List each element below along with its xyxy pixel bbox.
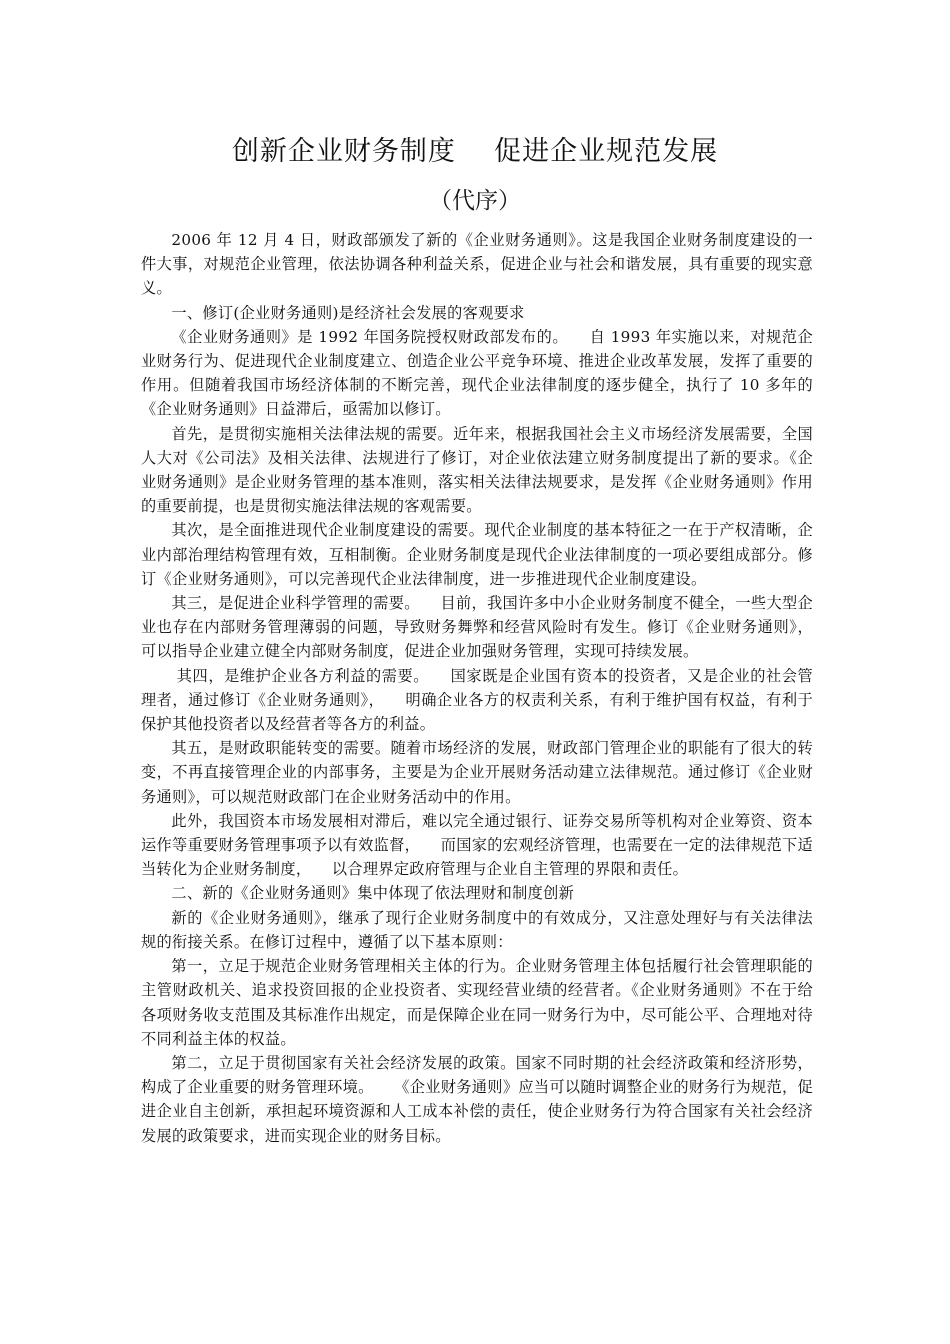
paragraph-second: 其次，是全面推进现代企业制度建设的需要。现代企业制度的基本特征之一在于产权清晰，企业内部治理结构管理有效，互相制衡。企业财务制度是现代企业法律制度的一项必要组成部分。修订《企业财务通则》，可以完善现代企业法律制度，进一步推进现代企业制度建设。 bbox=[141, 521, 813, 588]
section-heading-1: 一、修订(企业财务通则)是经济社会发展的客观要求 bbox=[171, 303, 525, 322]
paragraph-intro: 2006 年 12 月 4 日，财政部颁发了新的《企业财务通则》。这是我国企业财务制度建设的一件大事，对规范企业管理，依法协调各种利益关系，促进企业与社会和谐发展，具有重要的现实意义。 bbox=[141, 231, 813, 298]
paragraph-third: 其三，是促进企业科学管理的需要。 目前，我国许多中小企业财务制度不健全，一些大型企业也存在内部财务管理薄弱的问题，导致财务舞弊和经营风险时有发生。修订《企业财务通则》，可以指导企业建立健全内部财务制度，促进企业加强财务管理，实现可持续发展。 bbox=[141, 594, 813, 661]
section-heading-2: 二、新的《企业财务通则》集中体现了依法理财和制度创新 bbox=[171, 884, 575, 903]
document-subtitle: （代序） bbox=[429, 188, 521, 214]
document-body bbox=[141, 228, 813, 1148]
paragraph-fourth: 其四，是维护企业各方利益的需要。 国家既是企业国有资本的投资者，又是企业的社会管理者，通过修订《企业财务通则》， 明确企业各方的权责利关系，有利于维护国有权益，有利于保护其他投资者以及经营者等各方的利益。 bbox=[141, 666, 813, 734]
paragraph-additionally: 此外，我国资本市场发展相对滞后，难以完全通过银行、证券交易所等机构对企业筹资、资本运作等重要财务管理事项予以有效监督， 而国家的宏观经济管理，也需要在一定的法律规范下适当转化为企业财务制度， 以合理界定政府管理与企业自主管理的界限和责任。 bbox=[141, 811, 813, 879]
paragraph-principle-two: 第二，立足于贯彻国家有关社会经济发展的政策。国家不同时期的社会经济政策和经济形势，构成了企业重要的财务管理环境。 《企业财务通则》应当可以随时调整企业的财务行为规范，促进企业自主创新，承担起环境资源和人工成本补偿的责任，使企业财务行为符合国家有关社会经济发展的政策要求，进而实现企业的财务目标。 bbox=[141, 1053, 813, 1145]
paragraph-history: 《企业财务通则》是 1992 年国务院授权财政部发布的。 自 1993 年实施以来，对规范企业财务行为、促进现代企业制度建立、创造企业公平竞争环境、推进企业改革发展，发挥了重要的作用。但随着我国市场经济体制的不断完善，现代企业法律制度的逐步健全，执行了 10 多年的《企业财务通则》日益滞后，亟需加以修订。 bbox=[141, 327, 813, 419]
paragraph-principle-one: 第一，立足于规范企业财务管理相关主体的行为。企业财务管理主体包括履行社会管理职能的主管财政机关、追求投资回报的企业投资者、实现经营业绩的经营者。《企业财务通则》不在于给各项财务收支范围及其标准作出规定，而是保障企业在同一财务行为中，尽可能公平、合理地对待不同利益主体的权益。 bbox=[141, 957, 813, 1048]
paragraph-principles-intro: 新的《企业财务通则》，继承了现行企业财务制度中的有效成分，又注意处理好与有关法律法规的衔接关系。在修订过程中，遵循了以下基本原则： bbox=[141, 908, 813, 951]
paragraph-first: 首先，是贯彻实施相关法律法规的需要。近年来，根据我国社会主义市场经济发展需要，全国人大对《公司法》及相关法律、法规进行了修订，对企业依法建立财务制度提出了新的要求。《企业财务通则》是企业财务管理的基本准则，落实相关法律法规要求，是发挥《企业财务通则》作用的重要前提，也是贯彻实施法律法规的客观需要。 bbox=[141, 424, 813, 516]
paragraph-fifth: 其五，是财政职能转变的需要。随着市场经济的发展，财政部门管理企业的职能有了很大的转变，不再直接管理企业的内部事务，主要是为企业开展财务活动建立法律规范。通过修订《企业财务通则》，可以规范财政部门在企业财务活动中的作用。 bbox=[141, 739, 813, 806]
document-title: 创新企业财务制度 促进企业规范发展 bbox=[231, 136, 719, 167]
